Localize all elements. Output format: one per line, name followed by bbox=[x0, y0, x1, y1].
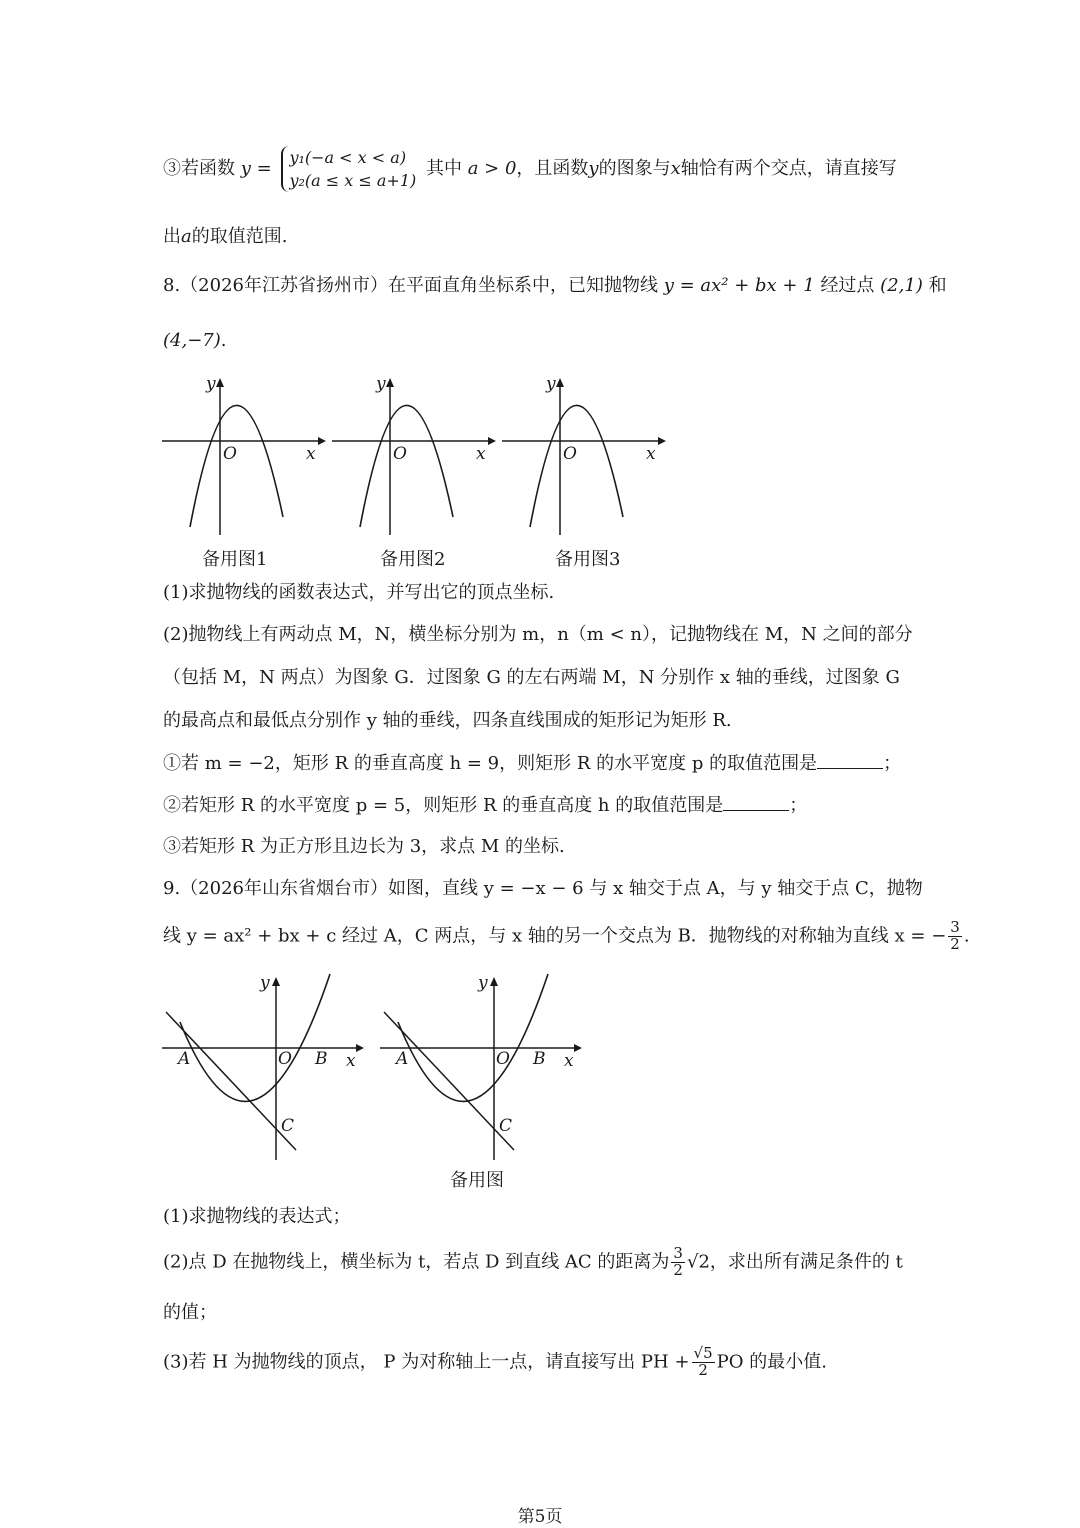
q8-point2: (4,−7) bbox=[163, 330, 221, 351]
q9-part2-line2: 的值； bbox=[163, 1302, 217, 1323]
q7-text-d: 的图象与 bbox=[598, 158, 671, 180]
q8-g3-axis-y: y bbox=[546, 374, 556, 394]
q8-sub1 bbox=[163, 752, 901, 775]
q7-text-c: ，且函数 bbox=[516, 158, 589, 180]
q8-prefix: 8.（2026年江苏省扬州市）在平面直角坐标系中，已知抛物线 bbox=[163, 275, 658, 296]
q9-g1-label-y: y bbox=[260, 973, 270, 993]
q8-line2 bbox=[163, 330, 227, 352]
q9-part2-frac-den: 2 bbox=[673, 1260, 683, 1279]
q9-part3-text-a: (3)若 H 为抛物线的顶点， P 为对称轴上一点，请直接写出 PH + bbox=[163, 1351, 690, 1373]
q8-sub3: ③若矩形 R 为正方形且边长为 3，求点 M 的坐标. bbox=[163, 836, 565, 857]
q9-frac-den: 2 bbox=[950, 934, 960, 953]
q8-g1-origin: O bbox=[223, 444, 237, 464]
q8-g1-axis-y: y bbox=[206, 374, 216, 394]
q9-part2-frac-num: 3 bbox=[673, 1244, 683, 1262]
q9-graph-2 bbox=[378, 972, 588, 1162]
q8-formula: y = ax² + bx + 1 bbox=[663, 275, 815, 296]
q7-x-var: x bbox=[670, 158, 681, 180]
q8-g1-axis-x: x bbox=[306, 444, 316, 464]
q9-axis-fraction bbox=[948, 920, 962, 953]
q9-part1: (1)求抛物线的表达式； bbox=[163, 1206, 351, 1227]
q7-case1: y₁(−a < x < a) bbox=[289, 148, 407, 167]
q9-g2-label-A: A bbox=[396, 1049, 409, 1069]
q8-g2-origin: O bbox=[393, 444, 407, 464]
q9-part3-text-b: PO 的最小值. bbox=[716, 1351, 827, 1373]
q8-sub1-end: ； bbox=[883, 753, 902, 774]
q7-y-var: y bbox=[588, 158, 599, 180]
q8-caption-3: 备用图3 bbox=[555, 549, 621, 570]
q8-point1: (2,1) bbox=[880, 275, 923, 296]
q7-part3-line1 bbox=[163, 146, 897, 192]
q8-part2-line2: （包括 M，N 两点）为图象 G．过图象 G 的左右两端 M，N 分别作 x 轴的垂线，过图象 G bbox=[163, 667, 900, 688]
q8-sub1-text: ①若 m = −2，矩形 R 的垂直高度 h = 9，则矩形 R 的水平宽度 p 的取值范围是 bbox=[163, 753, 818, 774]
q7-line2-a: 出 bbox=[163, 226, 181, 247]
q7-condition: a > 0 bbox=[467, 158, 517, 180]
q9-line2-text: 线 y = ax² + bx + c 经过 A，C 两点，与 x 轴的另一个交点为 B．抛物线的对称轴为直线 x = − bbox=[163, 925, 947, 947]
q8-mid: 经过点 bbox=[820, 275, 875, 296]
q7-case2: y₂(a ≤ x ≤ a+1) bbox=[289, 171, 417, 191]
q8-sub2-end: ； bbox=[789, 795, 808, 816]
q8-end: . bbox=[220, 330, 227, 351]
q8-caption-1: 备用图1 bbox=[202, 549, 268, 570]
q7-text: ③若函数 bbox=[163, 158, 235, 180]
q7-line2-b: 的取值范围. bbox=[191, 226, 288, 247]
q7-text-e: 轴恰有两个交点，请直接写 bbox=[680, 158, 897, 180]
page-number: 第5页 bbox=[517, 1507, 563, 1527]
q8-graph-3 bbox=[500, 375, 670, 545]
q9-part3-fraction bbox=[692, 1346, 715, 1379]
q8-sub2 bbox=[163, 794, 807, 817]
q8-sub2-blank[interactable] bbox=[723, 794, 789, 811]
q9-g1-label-C: C bbox=[281, 1116, 295, 1136]
q7-a-var: a bbox=[181, 226, 192, 247]
q9-g2-label-y: y bbox=[478, 973, 488, 993]
q8-part1: (1)求抛物线的函数表达式，并写出它的顶点坐标. bbox=[163, 582, 555, 603]
q9-g1-label-x: x bbox=[346, 1051, 356, 1071]
q9-frac-num: 3 bbox=[950, 918, 960, 936]
q9-g1-label-O: O bbox=[278, 1049, 292, 1069]
q9-part2-line1 bbox=[163, 1246, 903, 1279]
q9-part2-text-a: (2)点 D 在抛物线上，横坐标为 t，若点 D 到直线 AC 的距离为 bbox=[163, 1251, 670, 1273]
q8-sub1-blank[interactable] bbox=[817, 752, 883, 769]
q7-part3-line2 bbox=[163, 226, 287, 248]
q9-part2-text-b: ，求出所有满足条件的 t bbox=[709, 1251, 903, 1273]
q9-part3-frac-den: 2 bbox=[698, 1360, 708, 1379]
q8-line1 bbox=[163, 275, 947, 297]
q7-text-b: 其中 bbox=[425, 158, 462, 180]
q8-caption-2: 备用图2 bbox=[380, 549, 446, 570]
q9-part3-frac-num: √5 bbox=[693, 1344, 713, 1362]
q8-g3-origin: O bbox=[563, 444, 577, 464]
q9-part2-sqrt: √2 bbox=[686, 1251, 710, 1273]
q8-graph-2 bbox=[330, 375, 500, 545]
q8-and: 和 bbox=[928, 275, 947, 296]
q9-g2-label-O: O bbox=[496, 1049, 510, 1069]
q9-line2 bbox=[163, 920, 970, 953]
q8-g3-axis-x: x bbox=[646, 444, 656, 464]
q9-part2-fraction bbox=[671, 1246, 685, 1279]
q9-graph-1 bbox=[160, 972, 370, 1162]
q7-piecewise bbox=[281, 146, 416, 192]
q8-part2-line3: 的最高点和最低点分别作 y 轴的垂线，四条直线围成的矩形记为矩形 R. bbox=[163, 710, 732, 731]
q9-g1-label-B: B bbox=[315, 1049, 328, 1069]
q9-part3 bbox=[163, 1346, 827, 1379]
q8-sub2-text: ②若矩形 R 的水平宽度 p = 5，则矩形 R 的垂直高度 h 的取值范围是 bbox=[163, 795, 724, 816]
q9-g1-label-A: A bbox=[178, 1049, 191, 1069]
q9-line1: 9.（2026年山东省烟台市）如图，直线 y = −x − 6 与 x 轴交于点 A，与 y 轴交于点 C，抛物 bbox=[163, 878, 923, 899]
q8-part2-line1: (2)抛物线上有两动点 M，N，横坐标分别为 m，n（m < n），记抛物线在 M，N 之间的部分 bbox=[163, 624, 913, 645]
q9-g2-label-C: C bbox=[499, 1116, 513, 1136]
q8-g2-axis-x: x bbox=[476, 444, 486, 464]
q9-g2-label-x: x bbox=[564, 1051, 574, 1071]
q8-graph-1 bbox=[160, 375, 330, 545]
q9-caption: 备用图 bbox=[450, 1170, 504, 1191]
q7-y-equals: y = bbox=[240, 158, 272, 180]
q9-g2-label-B: B bbox=[533, 1049, 546, 1069]
q8-g2-axis-y: y bbox=[376, 374, 386, 394]
q9-line2-end: . bbox=[963, 925, 970, 947]
